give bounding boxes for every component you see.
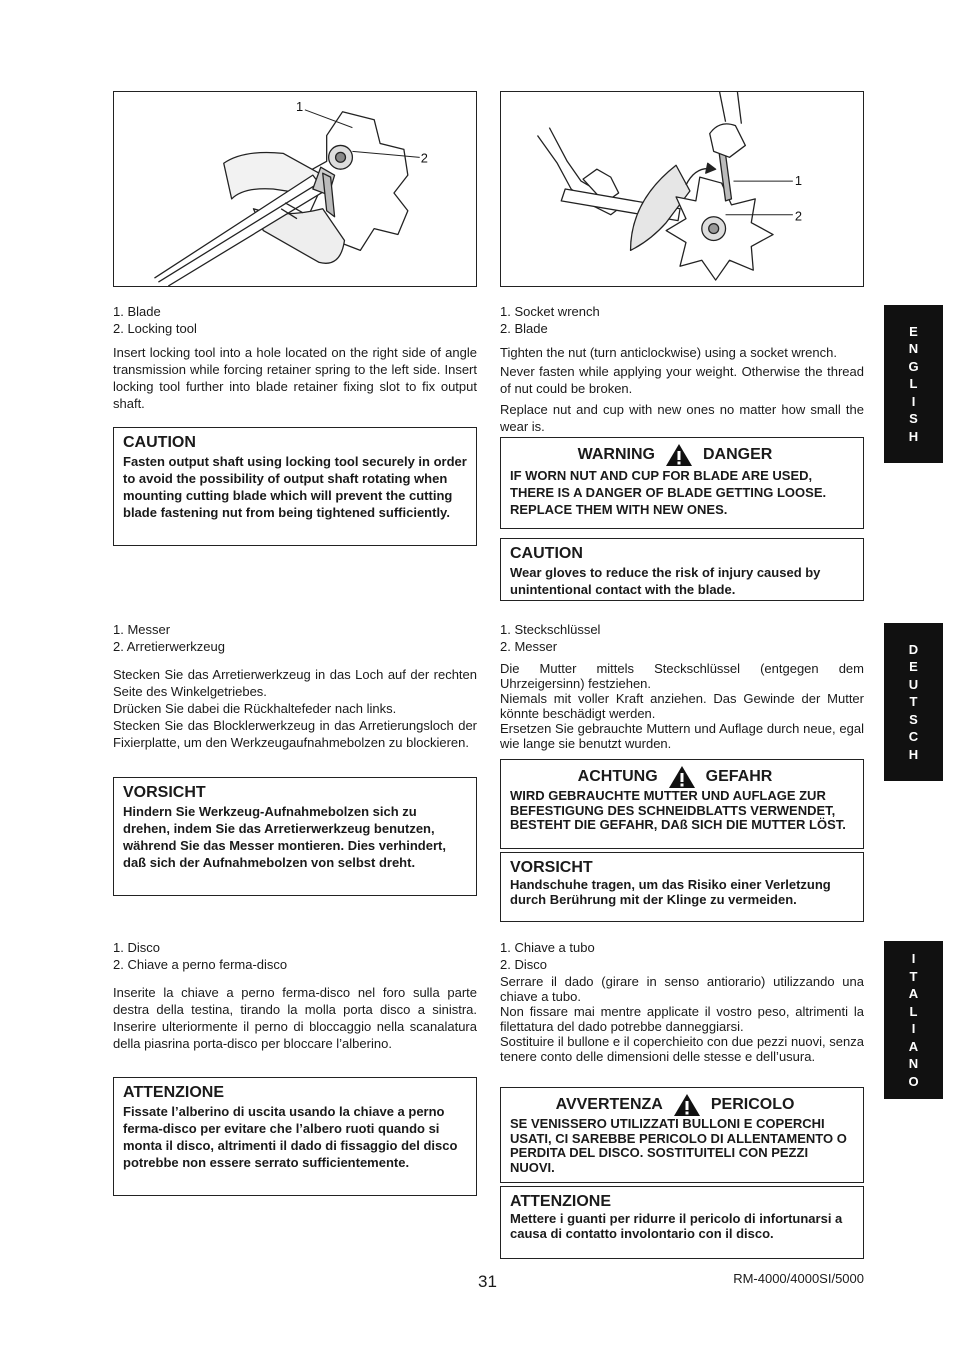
blade-locking-tool-illustration <box>114 92 476 286</box>
tab-italiano[interactable] <box>884 941 943 1099</box>
en-right-legend <box>500 303 864 337</box>
de-left-legend <box>113 621 477 655</box>
callout-2: 2 <box>420 150 428 166</box>
danger-label: DANGER <box>702 446 773 463</box>
tab-letter: S <box>909 411 918 427</box>
caution-title: CAUTION <box>510 545 583 562</box>
paragraph: Never fasten while applying your weight. Otherwise the thread of nut could be broken. <box>500 364 864 396</box>
tab-letter: A <box>908 1038 919 1054</box>
warning-triangle-icon <box>668 765 696 789</box>
paragraph: Non fissare mai mentre applicate il vostro peso, altrimenti la filettatura del dado potrebbe danneggiarsi. <box>500 1004 864 1034</box>
warning-header <box>510 765 854 789</box>
legend-item: 2. Chiave a perno ferma-disco <box>113 957 288 972</box>
tab-letter: N <box>908 341 919 357</box>
en-left-instructions <box>113 344 477 418</box>
paragraph: Die Mutter mittels Steckschlüssel (entgegen dem Uhrzeigersinn) festziehen. <box>500 661 864 691</box>
paragraph: Tighten the nut (turn anticlockwise) using a socket wrench. <box>500 345 837 360</box>
tab-letter: L <box>909 376 918 392</box>
en-caution-left-box <box>113 427 477 546</box>
it-right-instructions <box>500 974 864 1064</box>
caution-text: Mettere i guanti per ridurre il pericolo di infortunarsi a causa di contatto involontario con il disco. <box>510 1211 843 1241</box>
legend-item: 2. Messer <box>500 639 558 654</box>
tab-letter: C <box>908 729 919 745</box>
caution-text: Wear gloves to reduce the risk of injury caused by unintentional contact with the blade. <box>510 565 821 597</box>
en-left-legend <box>113 303 477 337</box>
paragraph: Stecken Sie das Arretierwerkzeug in das Loch auf der rechten Seite des Winkelgetriebes. <box>113 667 477 699</box>
tab-letter: L <box>909 1003 918 1019</box>
tab-letter: N <box>908 1056 919 1071</box>
warning-header <box>510 443 854 467</box>
legend-item: 1. Disco <box>113 940 160 955</box>
callout-1: 1 <box>794 173 802 189</box>
warning-triangle-icon <box>673 1093 701 1117</box>
it-caution-left-box <box>113 1077 477 1196</box>
socket-wrench-illustration <box>501 92 863 286</box>
tab-letter: E <box>909 659 918 675</box>
danger-label: GEFAHR <box>705 768 773 785</box>
caution-text: Hindern Sie Werkzeug-Aufnahmebolzen sich zu drehen, indem Sie das Arretierwerkzeug benutzen, während Sie das Messer montieren. Dies verhindert, daß sich der Aufnahmebolzen von selbst dreht. <box>123 804 446 870</box>
danger-label: PERICOLO <box>710 1096 795 1113</box>
de-warning-box <box>500 759 864 849</box>
de-caution-right-box <box>500 852 864 922</box>
tab-letter: D <box>908 641 919 657</box>
warning-label: ACHTUNG <box>577 768 658 785</box>
paragraph: Insert locking tool into a hole located on the right side of angle transmission while forcing retainer spring to the left side. Insert locking tool further into blade retainer fixing slot to fix output shaft. <box>113 345 477 411</box>
tab-letter: U <box>908 676 919 692</box>
tab-letter: G <box>908 358 919 374</box>
paragraph: Stecken Sie das Blocklerwerkzeug in das Arretierungsloch der Fixierplatte, um den Werkzeugaufnahmebolzen zu blockieren. <box>113 718 477 750</box>
tab-letter: O <box>908 1073 919 1089</box>
paragraph: Sostituire il bullone e il coperchieito con due pezzi nuovi, senza tenere conto delle dimensioni delle stesse e dell’usura. <box>500 1034 864 1064</box>
legend-item: 1. Blade <box>113 304 161 319</box>
en-warning-box <box>500 437 864 529</box>
tab-letter: S <box>909 711 918 727</box>
warning-text: IF WORN NUT AND CUP FOR BLADE ARE USED, THERE IS A DANGER OF BLADE GETTING LOOSE. REPLACE THEM WITH NEW ONES. <box>510 468 827 517</box>
warning-triangle-icon <box>665 443 693 467</box>
de-right-legend <box>500 621 864 655</box>
figure-socket-wrench <box>500 91 864 287</box>
it-left-instructions <box>113 984 477 1058</box>
paragraph: Inserite la chiave a perno ferma-disco nel foro sulla parte destra della testina, tirando la molla porta disco a sinistra. Inserire ulteriormente il perno di bloccaggio nella scanalatura della piasrina porta-disco per bloccare l’alberino. <box>113 985 477 1051</box>
tab-letter: I <box>911 1021 916 1036</box>
de-right-instructions <box>500 661 864 751</box>
warning-label: AVVERTENZA <box>555 1096 663 1113</box>
it-left-legend <box>113 939 477 973</box>
legend-item: 2. Disco <box>500 957 547 972</box>
it-caution-right-box <box>500 1186 864 1259</box>
caution-title: ATTENZIONE <box>123 1084 225 1101</box>
it-warning-box <box>500 1087 864 1183</box>
en-caution-right-box <box>500 538 864 601</box>
caution-text: Handschuhe tragen, um das Risiko einer Verletzung durch Berührung mit der Klinge zu vermeiden. <box>510 877 831 907</box>
it-right-legend <box>500 939 864 973</box>
caution-title: ATTENZIONE <box>510 1193 612 1210</box>
caution-title: VORSICHT <box>510 859 593 876</box>
legend-item: 1. Chiave a tubo <box>500 940 595 955</box>
tab-letter: H <box>908 746 919 762</box>
tab-deutsch[interactable] <box>884 623 943 781</box>
callout-2: 2 <box>794 208 802 224</box>
caution-text: Fasten output shaft using locking tool securely in order to avoid the possibility of output shaft rotating when mounting cutting blade which will prevent the cutting blade fastening nut from being tightened sufficiently. <box>123 454 467 520</box>
de-left-instructions <box>113 666 477 751</box>
warning-text: SE VENISSERO UTILIZZATI BULLONI E COPERCHI USATI, CI SAREBBE PERICOLO DI ALLENTAMENTO O PERDITA DEL DISCO. SOSTITUITELI CON PEZZI NUOVI. <box>510 1116 847 1175</box>
tab-letter: E <box>909 323 918 339</box>
figure-blade-locking-tool <box>113 91 477 287</box>
caution-title: CAUTION <box>123 434 196 451</box>
en-right-instructions <box>500 344 864 441</box>
legend-item: 1. Messer <box>113 622 171 637</box>
paragraph: Drücken Sie dabei die Rückhaltefeder nach links. <box>113 701 397 716</box>
warning-text: WIRD GEBRAUCHTE MUTTER UND AUFLAGE ZUR BEFESTIGUNG DES SCHNEIDBLATTS VERWENDET, BESTEHT DIE GEFAHR, DAß SICH DIE MUTTER LÖST. <box>510 788 846 832</box>
tab-letter: T <box>909 968 918 984</box>
paragraph: Niemals mit voller Kraft anziehen. Das Gewinde der Mutter könnte beschädigt werden. <box>500 691 864 721</box>
paragraph: Serrare il dado (girare in senso antiorario) utilizzando una chiave a tubo. <box>500 974 864 1004</box>
de-caution-left-box <box>113 777 477 896</box>
legend-item: 2. Locking tool <box>113 321 197 336</box>
callout-1: 1 <box>295 98 304 114</box>
legend-item: 2. Blade <box>500 321 548 336</box>
paragraph: Replace nut and cup with new ones no matter how small the wear is. <box>500 402 864 434</box>
tab-letter: T <box>909 694 918 710</box>
tab-letter: I <box>911 951 916 966</box>
tab-letter: H <box>908 428 919 444</box>
tab-letter: A <box>908 986 919 1001</box>
tab-english[interactable] <box>884 305 943 463</box>
model-number: RM-4000/4000SI/5000 <box>733 1271 864 1286</box>
legend-item: 1. Steckschlüssel <box>500 622 601 637</box>
warning-label: WARNING <box>577 446 655 463</box>
page-number: 31 <box>478 1272 497 1291</box>
caution-text: Fissate l’alberino di uscita usando la chiave a perno ferma-disco per evitare che l’albero ruoti quando si monta il disco, altrimenti il dado di fissaggio del disco potrebbe non essere serrato sufficientemente. <box>123 1104 458 1170</box>
warning-header <box>510 1093 854 1117</box>
tab-letter: I <box>911 393 916 409</box>
legend-item: 1. Socket wrench <box>500 304 600 319</box>
legend-item: 2. Arretierwerkzeug <box>113 639 225 654</box>
paragraph: Ersetzen Sie gebrauchte Muttern und Auflage durch neue, egal wie lange sie benutzt wurden. <box>500 721 864 751</box>
caution-title: VORSICHT <box>123 784 206 801</box>
